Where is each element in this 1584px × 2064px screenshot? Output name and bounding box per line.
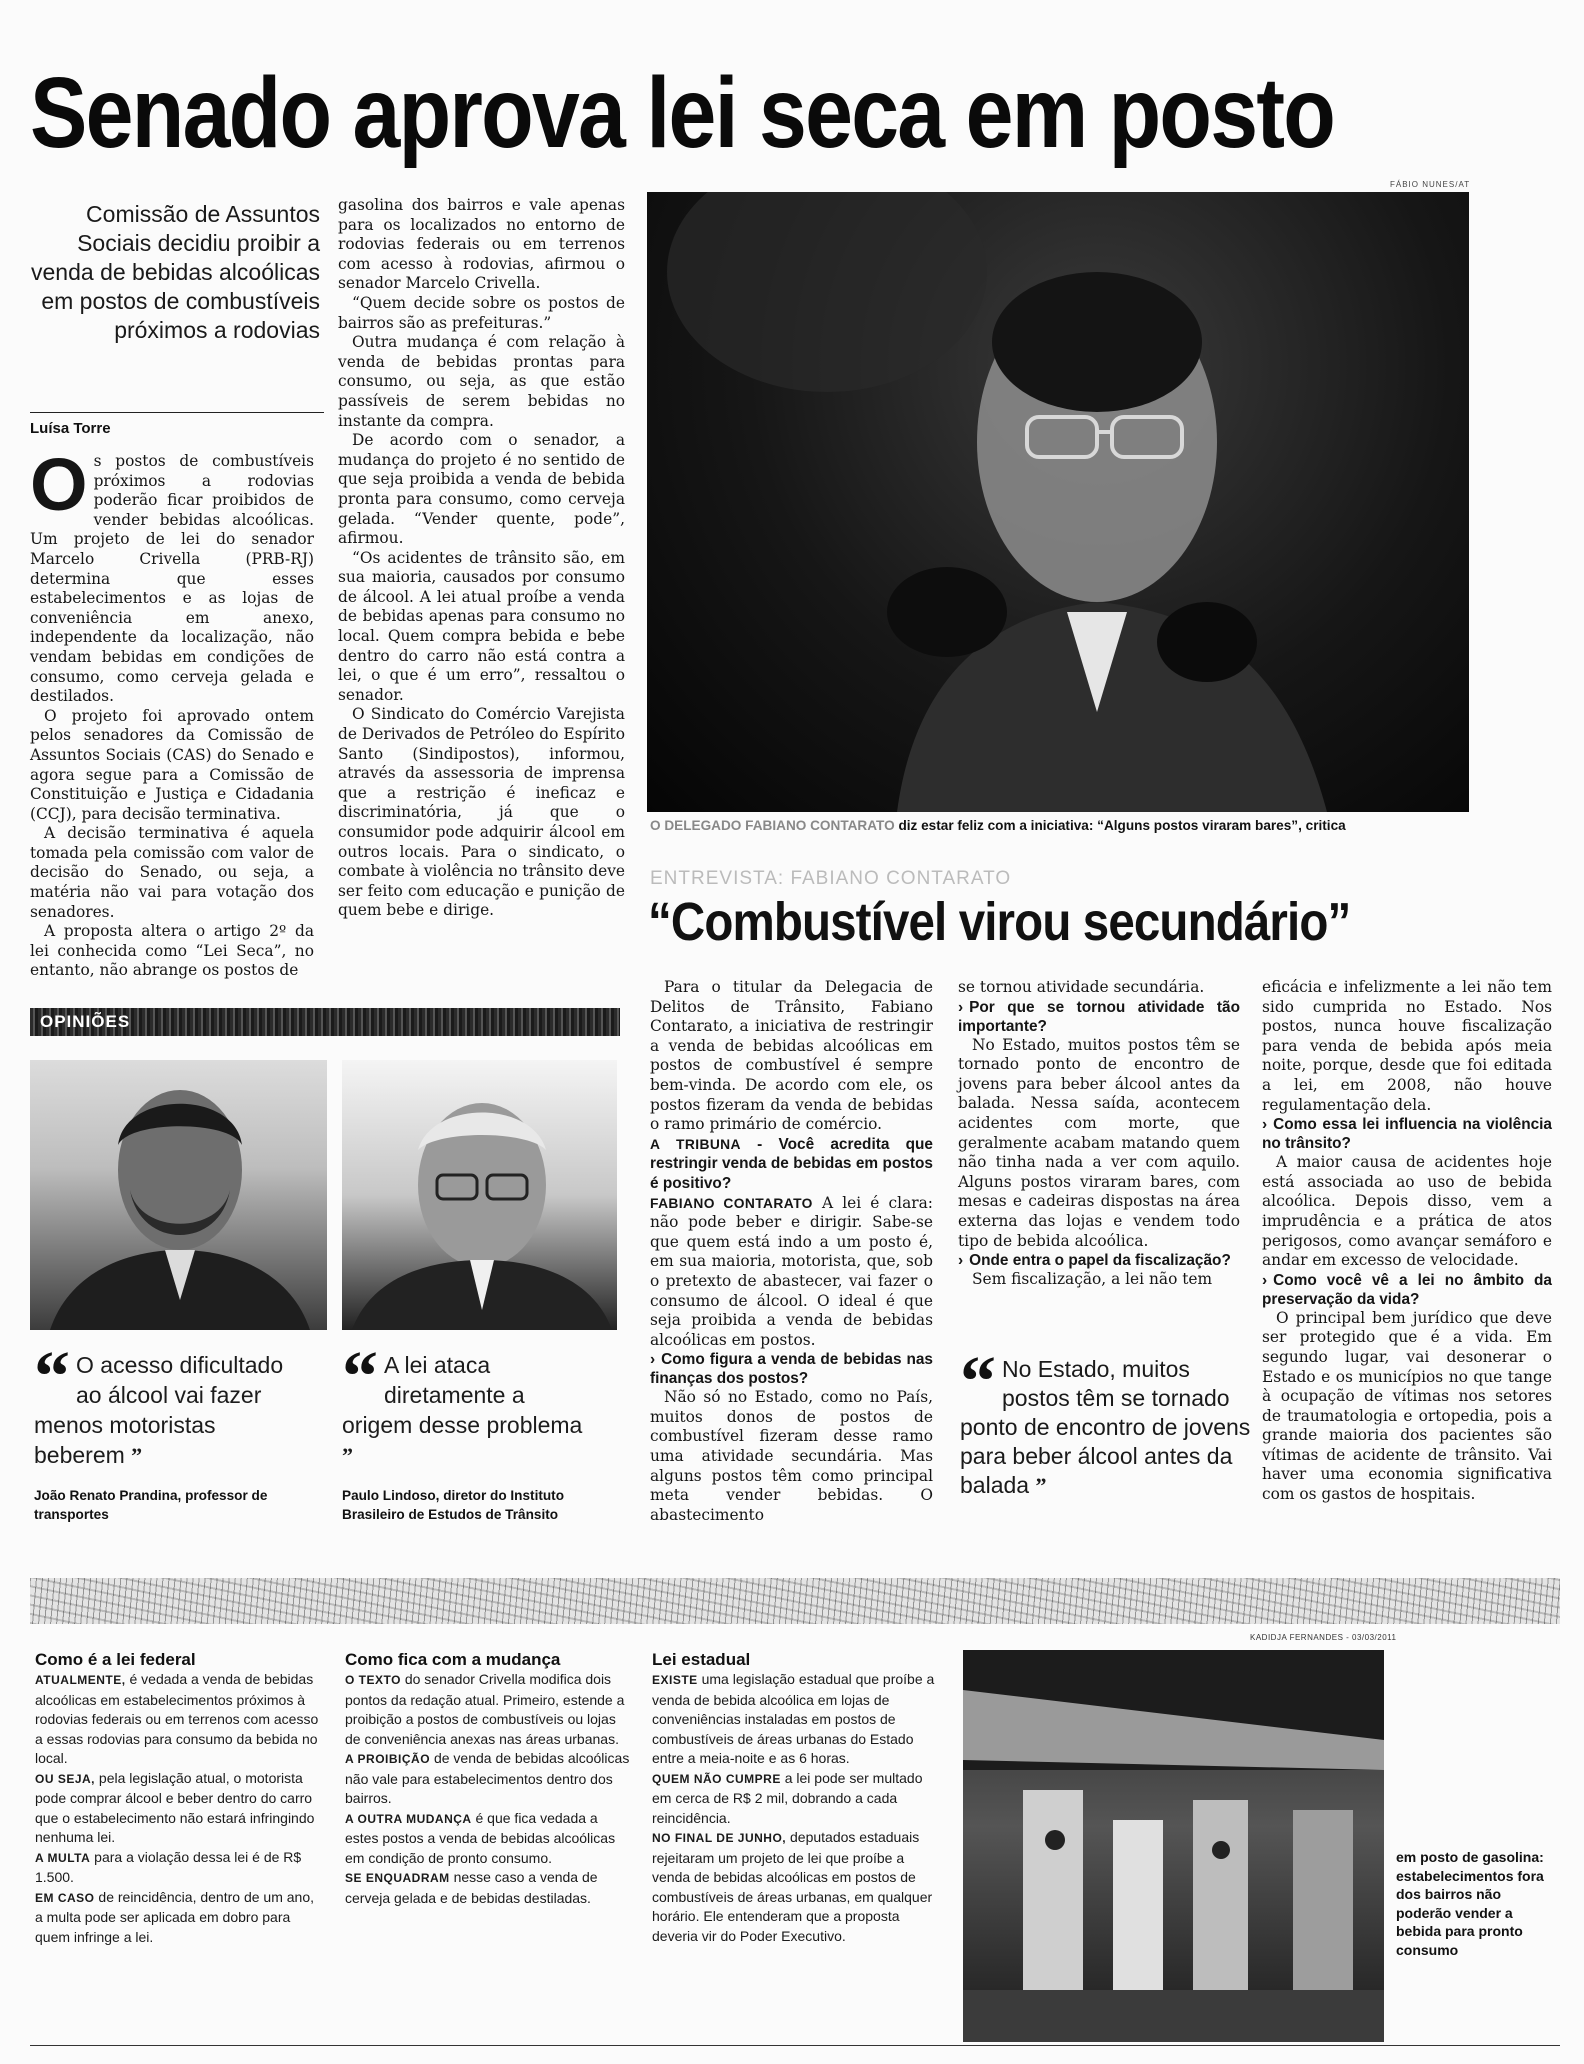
box-title: Como é a lei federal — [35, 1650, 196, 1669]
paragraph-lead: A OUTRA MUDANÇA — [345, 1811, 472, 1826]
paragraph-lead: ATUALMENTE, — [35, 1673, 126, 1687]
portrait-illustration — [342, 1060, 617, 1330]
interview-kicker: ENTREVISTA: FABIANO CONTARATO — [650, 868, 1012, 889]
article-paragraph: O projeto foi aprovado ontem pelos senadores da Comissão de Assuntos Sociais (CAS) do Senado e agora segue para a Comissão de Constituição e Justiça e Cidadania (CCJ), para decisão terminativa. — [30, 706, 314, 823]
paragraph-lead: OU SEJA, — [35, 1771, 96, 1786]
box-body — [652, 1670, 944, 1946]
interview-question: › Como você vê a lei no âmbito da preservação da vida? — [1262, 1271, 1552, 1309]
question-lead: A TRIBUNA — [650, 1136, 741, 1152]
interview-question: › Onde entra o papel da fiscalização? — [958, 1251, 1240, 1270]
article-paragraph: De acordo com o senador, a mudança do projeto é no sentido de que seja proibida a venda de bebida pronta para consumo, como cerveja gelada. “Vender quente, pode”, afirmou. — [338, 431, 625, 548]
close-quote-icon: ” — [1035, 1473, 1047, 1498]
article-paragraph: O Sindicato do Comércio Varejista de Derivados de Petróleo do Espírito Santo (Sindipostos), informou, através da assessoria de imprensa que a restrição é ineficaz e discriminatória, já que o consumidor pode adquirir álcool em outros locais. Para o sindicato, o combate à violência no trânsito deve ser feito com educação e punição de quem bebe e dirige. — [338, 705, 625, 920]
opinion-quote-2 — [342, 1336, 592, 1471]
caption-lead: O DELEGADO FABIANO CONTARATO — [650, 818, 895, 833]
portrait-illustration — [30, 1060, 327, 1330]
opinion-quote-text: A lei ataca diretamente a origem desse problema — [342, 1352, 583, 1438]
interview-answer — [650, 1194, 933, 1351]
article-paragraph: gasolina dos bairros e vale apenas para os localizados no entorno de rodovias federais ou em terrenos com acesso à rodovias, afirmou o senador Marcelo Crivella. — [338, 196, 625, 293]
box-title: Como fica com a mudança — [345, 1650, 561, 1669]
interview-answer: Não só no Estado, como no País, muitos donos de postos de combustível fizeram desse ramo uma atividade secundária. Mas alguns postos têm como principal meta vender bebidas. O abastecimento — [650, 1388, 933, 1524]
deck-divider — [30, 412, 324, 413]
opinion-quote-1 — [34, 1336, 299, 1471]
paragraph-lead: EM CASO — [35, 1890, 95, 1905]
interview-question: › Por que se tornou atividade tão importante? — [958, 998, 1240, 1036]
interview-intro: Para o titular da Delegacia de Delitos de Trânsito, Fabiano Contarato, a iniciativa de restringir a venda de bebidas alcoólicas em postos de combustível é sempre bem-vinda. De acordo com ele, os postos fizeram da venda de bebidas o ramo primário de comércio. — [650, 978, 933, 1134]
interview-answer: eficácia e infelizmente a lei não tem sido cumprida no Estado. Nos postos, nunca houve fiscalização para venda de bebida após meia noite, porque, desde que foi editada a lei, em 2008, não houve regulamentação dela. — [1262, 978, 1552, 1114]
section-separator — [30, 1578, 1560, 1624]
paragraph-text: pela legislação atual, o motorista pode comprar álcool e beber dentro do carro que o estabelecimento não estará infringindo nenhuma lei. — [35, 1769, 315, 1845]
question-text: - Você acredita que restringir venda de bebidas em postos é positivo? — [650, 1135, 933, 1192]
paragraph-lead: EXISTE — [652, 1673, 698, 1687]
paragraph-lead: QUEM NÃO CUMPRE — [652, 1771, 781, 1786]
box-como-fica — [345, 1650, 633, 1908]
open-quote-icon: “ — [960, 1341, 996, 1421]
interview-answer: Sem fiscalização, a lei não tem — [972, 1270, 1213, 1289]
interview-column-3 — [1262, 978, 1552, 1505]
paragraph-text: de reincidência, dentro de um ano, a multa pode ser aplicada em dobro para quem infringe a lei. — [35, 1888, 314, 1945]
box-lei-federal — [35, 1650, 321, 1947]
interview-title: “Combustível virou secundário” — [648, 892, 1351, 952]
headline: Senado aprova lei seca em posto — [30, 57, 1335, 169]
box-paragraph — [652, 1670, 944, 1769]
article-paragraph: “Os acidentes de trânsito são, em sua maioria, causados por consumo de álcool. A lei atual proíbe a venda de bebidas apenas para consumo no local. Quem compra bebida e bebe dentro do carro não está contra a lei, o que é um erro”, ressaltou o senador. — [338, 548, 625, 704]
photo-credit: FÁBIO NUNES/AT — [1390, 180, 1471, 189]
close-quote-icon: ” — [342, 1443, 353, 1468]
box-paragraph — [652, 1769, 944, 1829]
interview-answer: No Estado, muitos postos têm se tornado ponto de encontro de jovens para beber álcool antes da balada. Nessa saída, acontecem acidentes com morte, que geralmente acabam matando quem não tinha nada a ver com aquilo. Alguns postos viraram bares, com mesas e cadeiras dispostas na área externa das lojas e vendem todo tipo de bebida alcoólica. — [958, 1035, 1240, 1250]
box-paragraph — [652, 1828, 944, 1946]
box-paragraph — [345, 1868, 633, 1908]
box-paragraph — [35, 1670, 321, 1769]
box-body — [35, 1670, 321, 1947]
article-paragraph: A proposta altera o artigo 2º da lei conhecida como “Lei Seca”, no entanto, não abrange os postos de — [30, 922, 314, 980]
paragraph-text: é que fica vedada a estes postos a venda de bebidas alcoólicas em condição de pronto consumo. — [345, 1809, 616, 1866]
article-column-1 — [30, 443, 314, 981]
photo-credit: KADIDJA FERNANDES - 03/03/2011 — [1250, 1633, 1397, 1642]
interview-pull-quote — [960, 1341, 1260, 1500]
box-lei-estadual — [652, 1650, 944, 1946]
interview-answer: se tornou atividade secundária. — [958, 978, 1205, 996]
gas-station-photo — [963, 1650, 1384, 2042]
interview-question: › Como essa lei influencia na violência no trânsito? — [1262, 1115, 1552, 1153]
interview-answer: O principal bem jurídico que deve ser protegido que é a vida. Em segundo lugar, vai desonerar o Estado e os municípios no que tange à ocupação de vítimas nos setores de traumatologia e ortopedia, pois a grande maioria dos pacientes são vítimas de acidente de trânsito. Vai haver uma economia significativa com os gastos de hospitais. — [1262, 1308, 1552, 1504]
gas-station-illustration — [963, 1650, 1384, 2042]
opinioes-label: OPINIÕES — [40, 1012, 131, 1031]
paragraph-lead: A PROIBIÇÃO — [345, 1752, 431, 1766]
bottom-photo-caption: em posto de gasolina: estabelecimentos fora dos bairros não poderão vender a bebida para pronto consumo — [1396, 1849, 1544, 1958]
paragraph-lead: NO FINAL DE JUNHO, — [652, 1831, 787, 1845]
main-photo — [647, 192, 1469, 812]
box-body — [345, 1670, 633, 1908]
interview-answer: A maior causa de acidentes hoje está associada ao uso de bebida alcoólica. Depois disso, vem a imprudência e a prática de atos perigosos, como avançar semáforo e andar em excesso de velocidade. — [1262, 1153, 1552, 1270]
article-paragraph: “Quem decide sobre os postos de bairros são as prefeituras.” — [338, 293, 625, 332]
caption-text: diz estar feliz com a iniciativa: “Alguns postos viraram bares”, critica — [898, 818, 1346, 833]
box-paragraph — [345, 1809, 633, 1869]
answer-text: A lei é clara: não pode beber e dirigir. Sabe-se que quem está indo a um posto é, em sua maioria, motorista, que, sob o pretexto de abastecer, vai fazer o consumo de álcool. O ideal é que seja proibida a venda de bebidas alcoólicas em postos. — [650, 1193, 933, 1349]
article-paragraph: s postos de combustíveis próximos a rodovias poderão ficar proibidos de vender bebidas alcoólicas. Um projeto de lei do senador Marcelo Crivella (PRB-RJ) determina que esses estabelecimentos e as lojas de conveniência em anexo, independente da localização, não vendam bebidas em condições de consumo, como cerveja gelada e destilados. — [30, 452, 314, 706]
opinion-photo-lindoso — [342, 1060, 617, 1330]
paragraph-text: de venda de bebidas alcoólicas não vale para estabelecimentos dentro dos bairros. — [345, 1750, 630, 1806]
close-quote-icon: ” — [131, 1443, 143, 1468]
paragraph-text: do senador Crivella modifica dois pontos da redação atual. Primeiro, estende a proibição a postos de combustíveis ou lojas de conveniência anexas nas áreas urbanas. — [345, 1671, 625, 1747]
article-paragraph: Outra mudança é com relação à venda de bebidas prontas para consumo, ou seja, as que estão passíveis de serem bebidas no instante da compra. — [338, 333, 625, 430]
opinion-credit-2: Paulo Lindoso, diretor do Instituto Brasileiro de Estudos de Trânsito — [342, 1488, 565, 1522]
paragraph-text: é vedada a venda de bebidas alcoólicas em estabelecimentos próximos à rodovias federais ou em terrenos com acesso a essas rodovias para consumo da bebida no local. — [35, 1671, 319, 1766]
paragraph-text: a lei pode ser multado em cerca de R$ 2 mil, dobrando a cada reincidência. — [652, 1769, 923, 1826]
open-quote-icon: “ — [342, 1336, 378, 1416]
paragraph-lead: O TEXTO — [345, 1673, 401, 1687]
drop-cap: O — [30, 443, 88, 526]
opinion-quote-text: O acesso dificultado ao álcool vai fazer menos motoristas beberem — [34, 1352, 284, 1468]
opinion-credit-1: João Renato Prandina, professor de transportes — [34, 1488, 268, 1522]
box-paragraph — [345, 1749, 633, 1809]
paragraph-lead: SE ENQUADRAM — [345, 1871, 450, 1885]
opinion-photo-prandina — [30, 1060, 327, 1330]
paragraph-text: para a violação dessa lei é de R$ 1.500. — [35, 1848, 302, 1885]
byline: Luísa Torre — [30, 420, 111, 437]
page-bottom-rule — [30, 2045, 1560, 2046]
box-paragraph — [345, 1670, 633, 1749]
interview-column-1 — [650, 978, 933, 1525]
paragraph-text: nesse caso a venda de cerveja gelada e de bebidas destiladas. — [345, 1869, 598, 1906]
deck: Comissão de Assuntos Sociais decidiu proibir a venda de bebidas alcoólicas em postos de combustíveis próximos a rodovias — [31, 201, 320, 343]
paragraph-lead: A MULTA — [35, 1850, 91, 1865]
box-title: Lei estadual — [652, 1650, 751, 1669]
box-paragraph — [35, 1848, 321, 1888]
pull-quote-text: No Estado, muitos postos têm se tornado ponto de encontro de jovens para beber álcool antes da balada — [960, 1356, 1251, 1498]
interview-question — [650, 1135, 933, 1194]
article-paragraph: A decisão terminativa é aquela tomada pela comissão com valor de decisão do Senado, ou seja, a matéria não vai para votação dos senadores. — [30, 824, 314, 921]
article-column-2 — [338, 196, 625, 921]
answer-lead: FABIANO CONTARATO — [650, 1195, 813, 1211]
box-paragraph — [35, 1769, 321, 1848]
portrait-illustration — [647, 192, 1469, 812]
interview-column-2 — [958, 978, 1240, 1290]
interview-question: › Como figura a venda de bebidas nas finanças dos postos? — [650, 1350, 933, 1388]
open-quote-icon: “ — [34, 1336, 70, 1416]
box-paragraph — [35, 1888, 321, 1948]
main-photo-caption — [650, 818, 1470, 833]
paragraph-text: deputados estaduais rejeitaram um projeto de lei que proíbe a venda de bebidas alcoólicas em postos de combustíveis de áreas urbanas, em qualquer horário. Ele entenderam que a proposta deveria vir do Poder Executivo. — [652, 1829, 933, 1944]
paragraph-text: uma legislação estadual que proíbe a venda de bebida alcoólica em lojas de conveniências instaladas em postos de combustíveis de áreas urbanas do Estado entre a meia-noite e as 6 horas. — [652, 1671, 935, 1766]
